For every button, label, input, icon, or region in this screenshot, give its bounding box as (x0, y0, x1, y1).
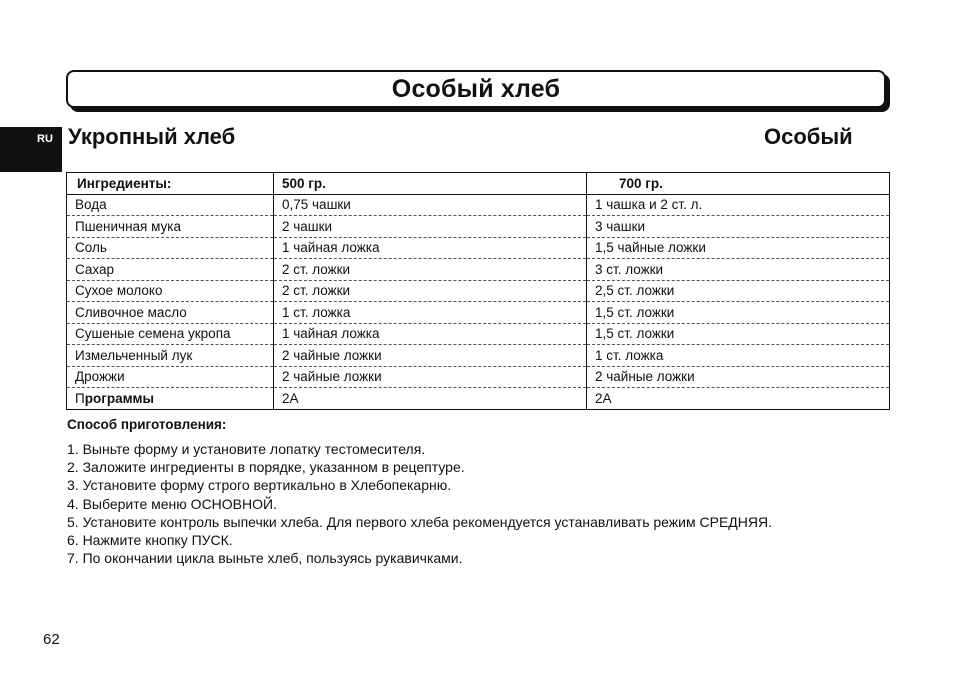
method-title: Способ приготовления: (67, 417, 227, 432)
method-step: 2. Заложите ингредиенты в порядке, указанном в рецептуре. (67, 459, 465, 476)
table-row (67, 280, 890, 302)
table-row (67, 237, 890, 259)
amount-500g: 0,75 чашки (274, 194, 587, 216)
amount-500g: 2 чайные ложки (274, 345, 587, 367)
amount-700g: 1,5 ст. ложки (587, 323, 890, 345)
method-step: 3. Установите форму строго вертикально в Хлебопекарню. (67, 477, 452, 494)
amount-700g: 1,5 ст. ложки (587, 302, 890, 324)
amount-500g: 2 ст. ложки (274, 259, 587, 281)
method-step: 7. По окончании цикла выньте хлеб, пользуясь рукавичками. (67, 550, 463, 567)
amount-500g: 1 чайная ложка (274, 237, 587, 259)
table-row (67, 259, 890, 281)
table-row (67, 345, 890, 367)
amount-700g: 3 ст. ложки (587, 259, 890, 281)
amount-700g: 3 чашки (587, 216, 890, 238)
program-label-bold: рограммы (84, 390, 155, 406)
amount-700g: 1 ст. ложка (587, 345, 890, 367)
ingredient-name: Вода (67, 194, 274, 216)
program-label-prefix: П (75, 390, 85, 406)
page-title: Особый хлеб (391, 74, 561, 103)
recipe-category: Особый (764, 124, 853, 149)
method-step: 4. Выберите меню ОСНОВНОЙ. (67, 495, 277, 512)
ingredient-name: Сливочное масло (67, 302, 274, 324)
ingredient-name: Сушеные семена укропа (67, 323, 274, 345)
ingredient-name: Измельченный лук (67, 345, 274, 367)
table-row (67, 194, 890, 216)
ingredients-table (66, 172, 890, 410)
amount-700g: 1,5 чайные ложки (587, 237, 890, 259)
amount-500g: 2 чайные ложки (274, 366, 587, 388)
ingredient-name: Сахар (67, 259, 274, 281)
recipe-name: Укропный хлеб (68, 124, 236, 149)
program-label (67, 388, 274, 410)
header-700g: 700 гр. (587, 173, 890, 195)
method-step: 5. Установите контроль выпечки хлеба. Для первого хлеба рекомендуется устанавливать режим СРЕДНЯЯ. (67, 513, 772, 530)
amount-700g: 2 чайные ложки (587, 366, 890, 388)
page-title-box (66, 70, 886, 108)
method-step: 6. Нажмите кнопку ПУСК. (67, 532, 233, 549)
method-steps (67, 440, 772, 567)
program-row (67, 388, 890, 410)
table-row (67, 216, 890, 238)
ingredient-name: Сухое молоко (67, 280, 274, 302)
language-tab (0, 127, 62, 172)
amount-700g: 1 чашка и 2 ст. л. (587, 194, 890, 216)
table-row (67, 323, 890, 345)
language-tab-label: RU (37, 133, 53, 145)
amount-500g: 2 ст. ложки (274, 280, 587, 302)
table-row (67, 302, 890, 324)
ingredient-name: Пшеничная мука (67, 216, 274, 238)
header-500g: 500 гр. (274, 173, 587, 195)
amount-500g: 1 ст. ложка (274, 302, 587, 324)
amount-500g: 1 чайная ложка (274, 323, 587, 345)
program-700g: 2А (587, 388, 890, 410)
header-ingredients: Ингредиенты: (67, 173, 274, 195)
amount-500g: 2 чашки (274, 216, 587, 238)
table-header-row (67, 173, 890, 195)
ingredient-name: Дрожжи (67, 366, 274, 388)
method-step: 1. Выньте форму и установите лопатку тестомесителя. (67, 441, 426, 457)
program-500g: 2А (274, 388, 587, 410)
amount-700g: 2,5 ст. ложки (587, 280, 890, 302)
ingredient-name: Соль (67, 237, 274, 259)
table-row (67, 366, 890, 388)
page-number: 62 (43, 631, 60, 648)
